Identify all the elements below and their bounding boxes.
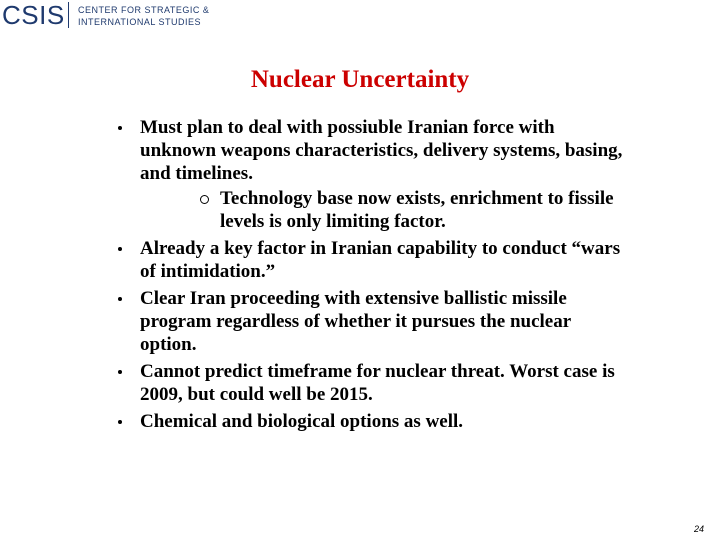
bullet-dot-icon (118, 370, 122, 374)
bullet-text: Chemical and biological options as well. (140, 411, 464, 432)
logo-text (78, 4, 209, 28)
bullet-text: Cannot predict timeframe for nuclear threat. Worst case is 2009, but could well be 2015. (140, 361, 615, 405)
bullet-dot-icon (118, 297, 122, 301)
bullet-text: Clear Iran proceeding with extensive ballistic missile program regardless of whether it pursues the nuclear option. (140, 288, 571, 355)
page-number: 24 (693, 524, 704, 534)
sub-bullet-text: Technology base now exists, enrichment to fissile levels is only limiting factor. (220, 188, 614, 232)
circle-bullet-icon (200, 195, 209, 204)
bullet-item (112, 410, 624, 433)
logo-divider (68, 2, 69, 28)
sub-bullet-item (140, 187, 624, 233)
bullet-item (112, 237, 624, 283)
bullet-text: Already a key factor in Iranian capability to conduct “wars of intimidation.” (140, 238, 621, 282)
bullet-item (112, 116, 624, 233)
logo-line-1: CENTER FOR STRATEGIC & (78, 5, 210, 15)
logo-line-2: INTERNATIONAL STUDIES (78, 17, 202, 27)
bullet-item (112, 287, 624, 356)
bullet-dot-icon (118, 247, 122, 251)
bullet-dot-icon (118, 420, 122, 424)
bullet-list (112, 116, 624, 437)
csis-logo (0, 0, 210, 34)
slide-title: Nuclear Uncertainty (250, 66, 470, 93)
logo-mark: CSIS (2, 0, 65, 30)
bullet-text: Must plan to deal with possiuble Iranian force with unknown weapons characteristics, delivery systems, basing, and timelines. (140, 117, 623, 184)
bullet-item (112, 360, 624, 406)
bullet-dot-icon (118, 126, 122, 130)
